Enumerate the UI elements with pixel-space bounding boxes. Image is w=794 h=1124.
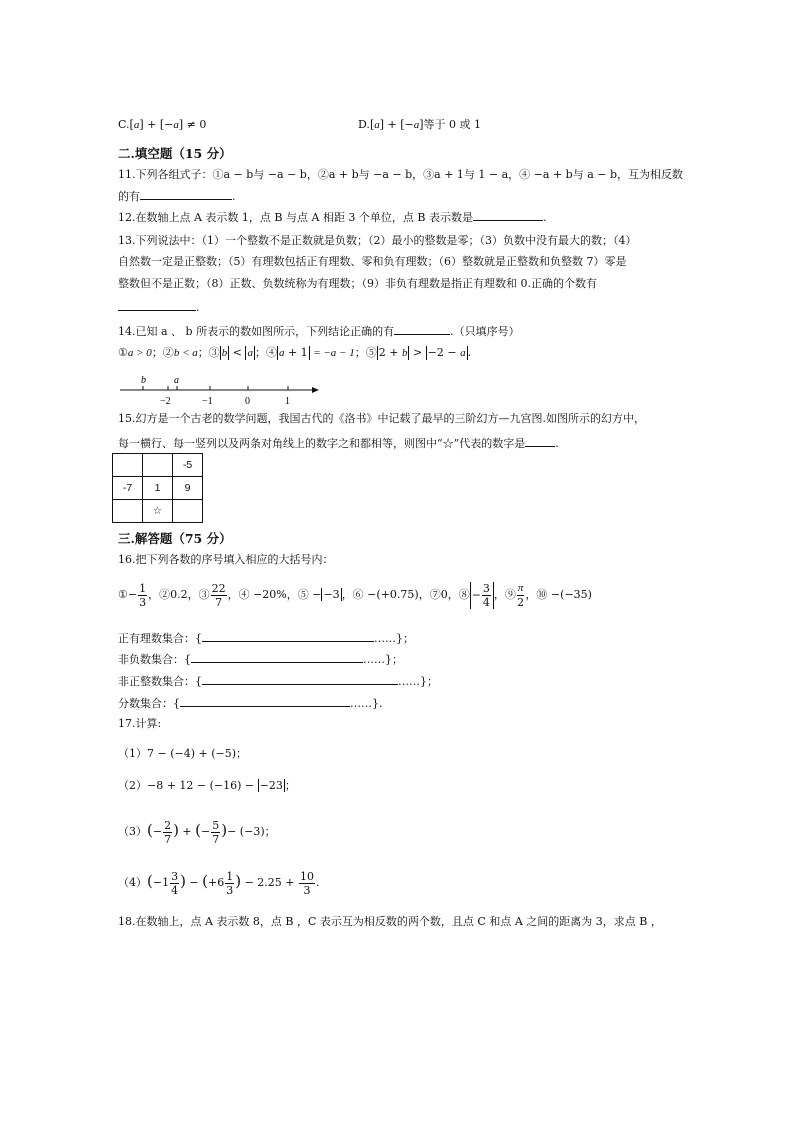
answer-blank[interactable] [525, 434, 555, 447]
question-17-part-3: （3）(− $\frac{2}{7}$ ) + (− $\frac{5}{7}$ )− (−3)； [118, 818, 276, 846]
question-18: 18.在数轴上，点 A 表示数 8，点 B ，C 表示互为相反数的两个数，且点 C 和点 A 之间的距离为 3，求点 B ， [118, 915, 662, 928]
magic-row [113, 500, 203, 523]
question-17-title: 17.计算: [118, 717, 162, 730]
section-title-solutions: 三.解答题（75 分） [118, 531, 232, 546]
magic-cell: 1 [143, 477, 173, 500]
question-15-line-2: 每一横行、每一竖列以及两条对角线上的数字之和都相等，则图中“☆”代表的数字是 . [118, 434, 559, 452]
option-c: C.[a] + [−a] ≠ 0 [118, 118, 207, 131]
question-17-part-2: （2）−8 + 12 − (−16) − −23 ； [118, 779, 296, 792]
tick-label-1: 1 [285, 396, 290, 407]
answer-blank[interactable] [118, 298, 196, 311]
fraction: $\frac{1}{3}$ [139, 581, 147, 609]
option-d: D.[a] + [−a]等于 0 或 1 [358, 118, 482, 131]
set-fractions: 分数集合：{ ……}. [118, 694, 383, 712]
set-positive-rationals: 正有理数集合：{ ……}； [118, 629, 414, 647]
fraction: $\frac{3}{4}$ [482, 581, 490, 609]
label-b: b [141, 375, 146, 386]
question-16-title: 16.把下列各数的序号填入相应的大括号内： [118, 553, 334, 566]
question-17-part-4: （4）(− 1 $\frac{3}{4}$ ) − (+ 6 $\frac{1}{3}$ ) − 2.25 + $\frac{10}{3}$ . [118, 869, 320, 897]
label-a: a [174, 375, 179, 386]
answer-blank[interactable] [191, 650, 363, 663]
question-17-part-1: （1）7 − (−4) + (−5)； [118, 747, 248, 760]
question-14-statements: ①a > 0；②b < a；③ b < a ；④ a + 1 = −a − 1；⑤ 2 + b > −2 − a . [118, 346, 472, 359]
mixed-number: 1 $\frac{3}{4}$ [162, 869, 179, 897]
question-14-line-1: 14.已知 a 、 b 所表示的数如图所示，下列结论正确的有 .（只填序号） [118, 322, 520, 340]
question-13-line-4: . [118, 298, 200, 316]
question-11-line-2: 的有 . [118, 187, 236, 205]
fraction: $\frac{\pi}{2}$ [517, 581, 525, 609]
answer-blank[interactable] [180, 694, 350, 707]
answer-blank[interactable] [473, 208, 543, 221]
magic-cell: -7 [113, 477, 143, 500]
magic-square [112, 453, 203, 523]
magic-cell: -5 [173, 454, 203, 477]
tick-label-minus-2: −2 [160, 396, 171, 407]
magic-cell [113, 454, 143, 477]
magic-row [113, 477, 203, 500]
question-16-numbers: ①− $\frac{1}{3}$ ，②0.2，③ $\frac{22}{7}$ ，④ −20%，⑤ − −3 ，⑥ −(+0.75)，⑦0，⑧ − $\frac{3}{4}$ ，⑨ $\frac{\pi}{2}$ ，⑩ −(−35) [118, 581, 592, 609]
magic-cell [113, 500, 143, 523]
question-13-line-1: 13.下列说法中：（1）一个整数不是正数就是负数；（2）最小的整数是零；（3）负数中没有最大的数；（4） [118, 234, 637, 247]
answer-blank[interactable] [202, 672, 398, 685]
magic-cell-star: ☆ [143, 500, 173, 523]
answer-blank[interactable] [394, 322, 450, 335]
tick-label-minus-1: −1 [202, 396, 213, 407]
set-non-negative: 非负数集合：{ ……}； [118, 650, 403, 668]
question-13-line-2: 自然数一定是正整数；（5）有理数包括正有理数、零和负有理数；（6）整数就是正整数和负整数 7）零是 [118, 255, 627, 268]
mixed-number: 6 $\frac{1}{3}$ [217, 869, 234, 897]
question-11-line-1: 11.下列各组式子：①a − b与 −a − b，②a + b与 −a − b，③a + 1与 1 − a，④ −a + b与 a − b，互为相反数 [118, 168, 684, 181]
number-line-arrow [312, 387, 319, 393]
question-15-line-1: 15.幻方是一个古老的数学问题，我国古代的《洛书》中记载了最早的三阶幻方—九宫图.如图所示的幻方中， [118, 412, 645, 425]
magic-cell [173, 500, 203, 523]
fraction: $\frac{22}{7}$ [211, 581, 226, 609]
set-non-positive-integers: 非正整数集合：{ ……}； [118, 672, 438, 690]
magic-cell [143, 454, 173, 477]
section-title-fill-in: 二.填空题（15 分） [118, 146, 232, 161]
answer-blank[interactable] [140, 187, 232, 200]
number-line [112, 372, 326, 408]
tick-label-0: 0 [245, 396, 250, 407]
magic-row [113, 454, 203, 477]
answer-blank[interactable] [202, 629, 374, 642]
magic-cell: 9 [173, 477, 203, 500]
fraction: $\frac{10}{3}$ [300, 869, 315, 897]
fraction: $\frac{2}{7}$ [164, 818, 172, 846]
question-12: 12.在数轴上点 A 表示数 1，点 B 与点 A 相距 3 个单位，点 B 表示数是 . [118, 208, 547, 226]
fraction: $\frac{5}{7}$ [212, 818, 220, 846]
question-13-line-3: 整数但不是正数；（8）正数、负数统称为有理数；（9）非负有理数是指正有理数和 0.正确的个数有 [118, 277, 597, 290]
